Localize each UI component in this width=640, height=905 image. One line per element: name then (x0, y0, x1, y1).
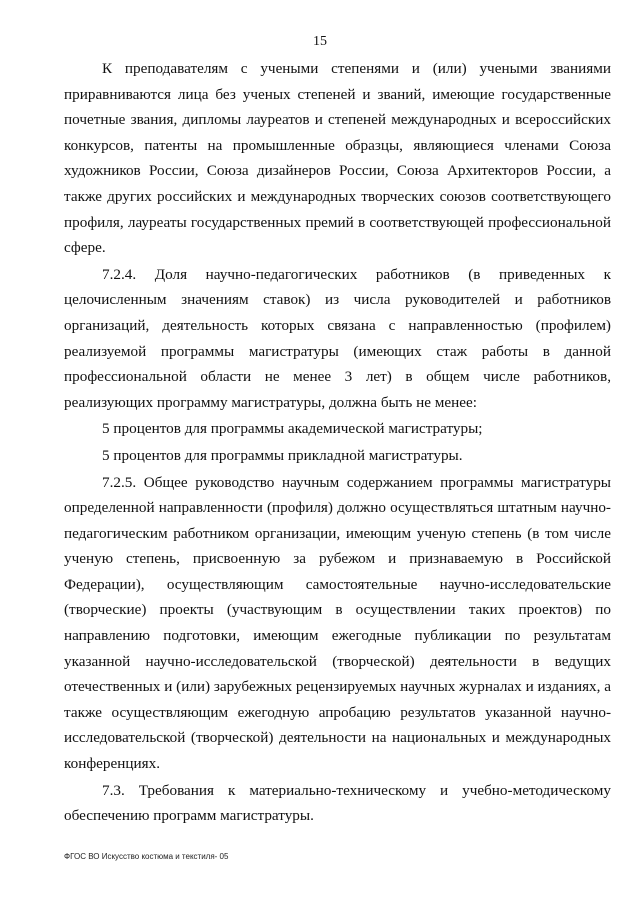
paragraph-7-2-4: 7.2.4. Доля научно-педагогических работников (в приведенных к целочисленным значениям ставок) из числа руководителей и работников организаций, деятельность которых связана с направленностью (профилем) реализуемой программы магистратуры (имеющих стаж работы в данной профессиональной области не менее 3 лет) в общем числе работников, реализующих программу магистратуры, должна быть не менее: (64, 265, 611, 411)
document-body (64, 56, 611, 830)
document-footer: ФГОС ВО Искусство костюма и текстиля- 05 (64, 852, 229, 861)
paragraph-7-2-5: 7.2.5. Общее руководство научным содержанием программы магистратуры определенной направленности (профиля) должно осуществляться штатным научно-педагогическим работником организации, имеющим ученую степень (в том числе ученую степень, присвоенную за рубежом и признаваемую в Российской Федерации), осуществляющим самостоятельные научно-исследовательские (творческие) проекты (участвующим в осуществлении таких проектов) по направлению подготовки, имеющим ежегодные публикации по результатам указанной научно-исследовательской (творческой) деятельности в ведущих отечественных и (или) зарубежных рецензируемых научных журналах и изданиях, а также осуществляющим ежегодную апробацию результатов указанной научно-исследовательской (творческой) деятельности на национальных и международных конференциях. (64, 473, 611, 773)
paragraph-applied-percent: 5 процентов для программы прикладной магистратуры. (102, 446, 463, 464)
paragraph-7-3: 7.3. Требования к материально-техническому и учебно-методическому обеспечению программ магистратуры. (64, 781, 611, 825)
paragraph-academic-percent: 5 процентов для программы академической магистратуры; (102, 420, 483, 438)
page-number: 15 (313, 34, 327, 49)
paragraph-teachers-equivalence: К преподавателям с учеными степенями и (или) учеными званиями приравниваются лица без ученых степеней и званий, имеющие государственные почетные звания, дипломы лауреатов и степеней международных и всероссийских конкурсов, патенты на промышленные образцы, являющиеся членами Союза художников России, Союза дизайнеров России, Союза Архитекторов России, а также других российских и международных творческих союзов соответствующего профиля, лауреаты государственных премий в соответствующей профессиональной сфере. (64, 60, 611, 257)
